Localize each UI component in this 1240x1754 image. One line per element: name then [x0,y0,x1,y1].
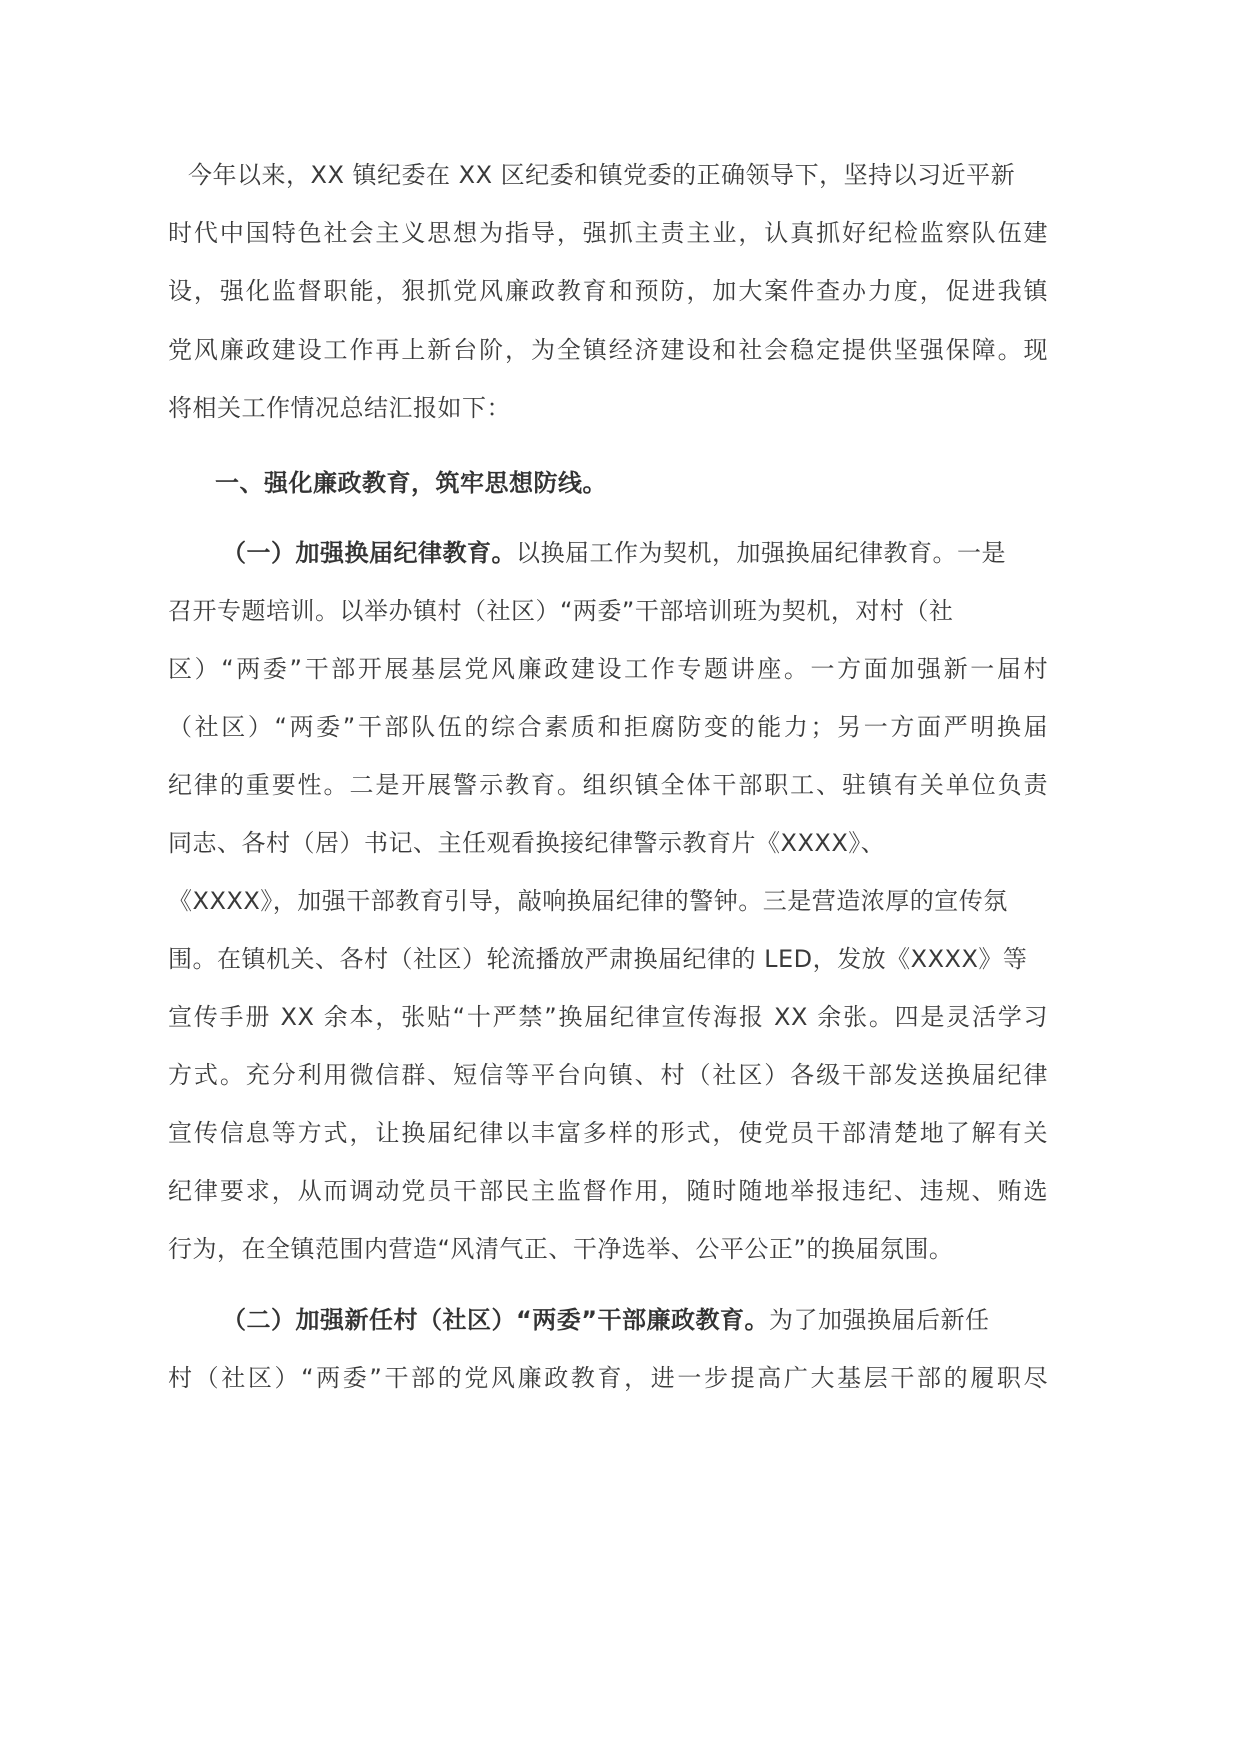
subsection-1-line-5: 纪律的重要性。二是开展警示教育。组织镇全体干部职工、驻镇有关单位负责 [168,771,1048,799]
subsection-1-line-10: 方式。充分利用微信群、短信等平台向镇、村（社区）各级干部发送换届纪律 [168,1061,1048,1089]
subsection-1-line-6: 同志、各村（居）书记、主任观看换接纪律警示教育片《XXXX》、 [168,829,886,857]
subsection-2-first-line [222,1303,990,1337]
subsection-2-title: （二）加强新任村（社区）“两委”干部廉政教育。 [222,1306,770,1334]
intro-line-5: 将相关工作情况总结汇报如下： [168,394,511,422]
subsection-2-first-line-text: 为了加强换届后新任 [769,1306,990,1334]
intro-line-4: 党风廉政建设工作再上新台阶，为全镇经济建设和社会稳定提供坚强保障。现 [168,336,1048,364]
section-heading-1: 一、强化廉政教育，筑牢思想防线。 [215,469,607,497]
intro-line-3: 设，强化监督职能，狠抓党风廉政教育和预防，加大案件查办力度，促进我镇 [168,277,1048,305]
subsection-1-first-line-text: 以换届工作为契机，加强换届纪律教育。一是 [516,539,1006,567]
subsection-1-line-13: 行为，在全镇范围内营造“风清气正、干净选举、公平公正”的换届氛围。 [168,1235,954,1263]
subsection-1-line-9: 宣传手册 XX 余本，张贴“十严禁”换届纪律宣传海报 XX 余张。四是灵活学习 [168,1003,1048,1031]
intro-line-2: 时代中国特色社会主义思想为指导，强抓主责主业，认真抓好纪检监察队伍建 [168,219,1048,247]
subsection-1-line-4: （社区）“两委”干部队伍的综合素质和拒腐防变的能力；另一方面严明换届 [168,713,1048,741]
intro-line-1: 今年以来，XX 镇纪委在 XX 区纪委和镇党委的正确领导下，坚持以习近平新 [188,161,1016,189]
subsection-1-line-8: 围。在镇机关、各村（社区）轮流播放严肃换届纪律的 LED，发放《XXXX》等 [168,945,1028,973]
subsection-1-line-12: 纪律要求，从而调动党员干部民主监督作用，随时随地举报违纪、违规、贿选 [168,1177,1048,1205]
subsection-1-title: （一）加强换届纪律教育。 [222,539,516,567]
subsection-2-line-2: 村（社区）“两委”干部的党风廉政教育，进一步提高广大基层干部的履职尽 [168,1364,1048,1392]
subsection-1-line-11: 宣传信息等方式，让换届纪律以丰富多样的形式，使党员干部清楚地了解有关 [168,1119,1048,1147]
subsection-1-first-line [222,536,1006,570]
subsection-1-line-2: 召开专题培训。以举办镇村（社区）“两委”干部培训班为契机，对村（社 [168,597,954,625]
subsection-1-line-7: 《XXXX》，加强干部教育引导，敲响换届纪律的警钟。三是营造浓厚的宣传氛 [168,887,1008,915]
subsection-1-line-3: 区）“两委”干部开展基层党风廉政建设工作专题讲座。一方面加强新一届村 [168,655,1048,683]
